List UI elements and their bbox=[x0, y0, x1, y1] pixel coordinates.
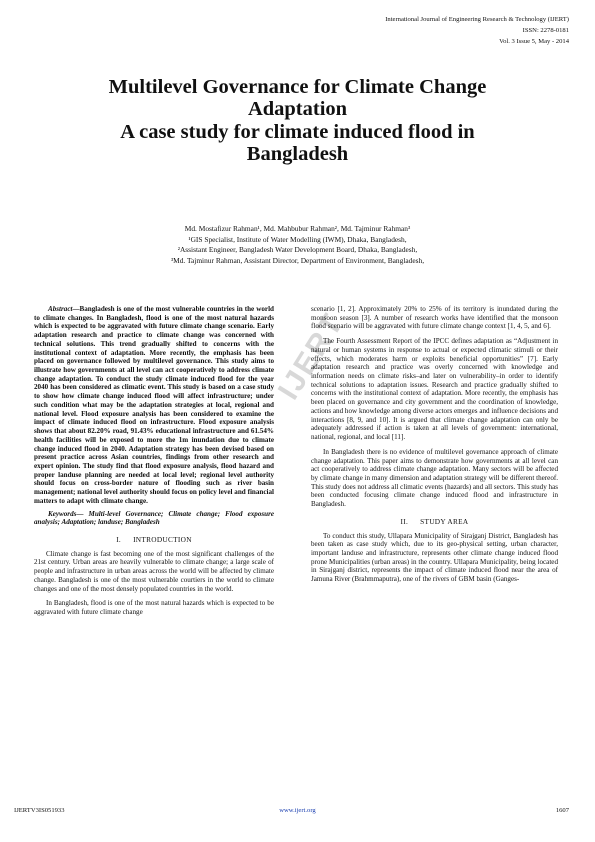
intro-paragraph-4: The Fourth Assessment Report of the IPCC defines adaptation as “Adjustment in natural or human systems in response to actual or expected climatic stimuli or their effects, which moderates harm or exploits beneficial opportunities” [7]. Early adaptation research and practice was overly concerned with knowledge and information needs on climate risks–and later on vulnerability–in order to identify technical solutions to adaptation issues. Research and practice gradually shifted to concerns with the institutional context of adaptation. More recently, the emphasis has been placed on governance and city government and the coordination of knowledge, actions and how knowledge among diverse actors emerges and influence decisions and interactions [8, 9, and 10]. It is argued that climate change adaptation can only be adequately addressed if action is taken at all levels of government: international, national, regional, and local [11]. bbox=[311, 337, 558, 442]
section-number: II. bbox=[400, 516, 409, 526]
intro-paragraph-5: In Bangladesh there is no evidence of multilevel governance approach of climate change adaptation. This paper aims to demonstrate how governments at all level can act cooperatively to address climate change adaptation. Many sectors will be affected by climate change in many dimension and adaptation strategy will be different thereof. This study does not address all climatic events (hazards) and all sectors. This study has been conducted focusing climate change induced flood and infrastructure in Bangladesh. bbox=[311, 447, 558, 509]
affiliation-1: ¹GIS Specialist, Institute of Water Modelling (IWM), Dhaka, Bangladesh, bbox=[188, 234, 407, 244]
section-number: I. bbox=[116, 534, 122, 544]
footer-website-link[interactable]: www.ijert.org bbox=[279, 807, 316, 814]
section-heading-introduction bbox=[34, 536, 274, 545]
intro-paragraph-3: scenario [1, 2]. Approximately 20% to 25% of its territory is inundated during the monsoon season [3]. A number of research works have identified that the monsoon flood scenario will be aggravated with future climate change context [1, 4, 5, and 6]. bbox=[311, 305, 558, 331]
abstract bbox=[34, 305, 274, 506]
author-block bbox=[60, 224, 535, 266]
running-header bbox=[385, 14, 569, 47]
section-title: INTRODUCTION bbox=[133, 534, 192, 544]
intro-paragraph-1: Climate change is fast becoming one of the most significant challenges of the 21st century. Urban areas are heavily vulnerable to climate change; a large scale of people and infrastructure in urban areas across the world will be affected by climate change. Bangladesh is one of the most vulnerable courtiers in the world to climate changes and one of the most densely populated countries in the world. bbox=[34, 549, 274, 593]
abstract-text: —Bangladesh is one of the most vulnerable countries in the world to climate changes. In Bangladesh, flood is one of the most natural hazards which is expected to be aggravated with future climate change scenario. Early adaptation research and practice to climate change was concerned with technical solutions. This trend gradually shifted to concerns with the institutional context of adaptation. More recently, the emphasis has been placed on governance followed by multilevel governance. This study aims to illustrate how governments at all level can act cooperatively to address climate change adaptation. To conduct the study climate induced flood for the year 2040 has been considered as climatic event. This study is based on a case study to show how climate change induced flood will affect infrastructure; under such condition what may be the adaptation strategies at local, regional and national level. Flood exposure analysis has been considered to examine the impact of climate induced flood on infrastructure. Flood exposure analysis shows that about 82.20% road, 91.43% educational infrastructure and 61.54% health facilities will be exposed to more the 1m inundation due to climate change induced flood in 2040. Adaptation strategy has been devised based on present practice across Asian countries, findings from other research and expert opinion. The study find that flood exposure analysis, flood hazard and proper landuse planning are needed at local level; regional level authority should focus on cross-border nature of flooding such as river basin management; national level authority should focus on policy level and financial matters to adapt with climate change. bbox=[34, 305, 274, 505]
section-heading-study-area bbox=[311, 518, 558, 527]
affiliation-3: ³Md. Tajminur Rahman, Assistant Director, Department of Environment, Bangladesh, bbox=[170, 255, 425, 265]
title-line-2: Adaptation bbox=[247, 98, 348, 121]
issn: ISSN: 2278-0181 bbox=[522, 27, 569, 34]
keywords: Keywords— Multi-level Governance; Climate change; Flood exposure analysis; Adaptation; landuse; Bangladesh bbox=[34, 509, 274, 527]
title-line-4: Bangladesh bbox=[246, 143, 349, 166]
abstract-label: Abstract bbox=[48, 305, 73, 313]
footer-page-number: 1607 bbox=[555, 807, 569, 814]
title-line-1: Multilevel Governance for Climate Change bbox=[108, 76, 487, 98]
intro-paragraph-2: In Bangladesh, flood is one of the most natural hazards which is expected to be aggravated with future climate change bbox=[34, 599, 274, 616]
footer-paper-id: IJERTV3IS051933 bbox=[14, 807, 65, 814]
study-area-paragraph: To conduct this study, Ullapara Municipality of Sirajganj District, Bangladesh has been taken as case study which, due to its geo-physical setting, urban character, important landuse and infrastructure, represents other climate change induced flood prone Municipalities (urban areas) in the country. Ullapara Municipality, being located in Sirajganj district, represents the impact of climate induced flood near the area of Jamuna River (Brahmmaputra), one of the rivers of GBM basin (Ganges- bbox=[311, 531, 558, 584]
watermark: IJERT bbox=[272, 307, 351, 406]
author-names: Md. Mostafizur Rahman¹, Md. Mahbubur Rahman², Md. Tajminur Rahman³ bbox=[184, 224, 411, 233]
title-line-3: A case study for climate induced flood in bbox=[120, 120, 475, 143]
section-title: STUDY AREA bbox=[420, 516, 469, 526]
affiliation-2: ²Assistant Engineer, Bangladesh Water Development Board, Dhaka, Bangladesh, bbox=[177, 245, 418, 255]
paper-title bbox=[40, 76, 555, 166]
volume-issue: Vol. 3 Issue 5, May - 2014 bbox=[499, 38, 569, 45]
right-column bbox=[311, 305, 558, 584]
journal-name: International Journal of Engineering Research & Technology (IJERT) bbox=[385, 16, 569, 23]
left-column bbox=[34, 305, 274, 617]
